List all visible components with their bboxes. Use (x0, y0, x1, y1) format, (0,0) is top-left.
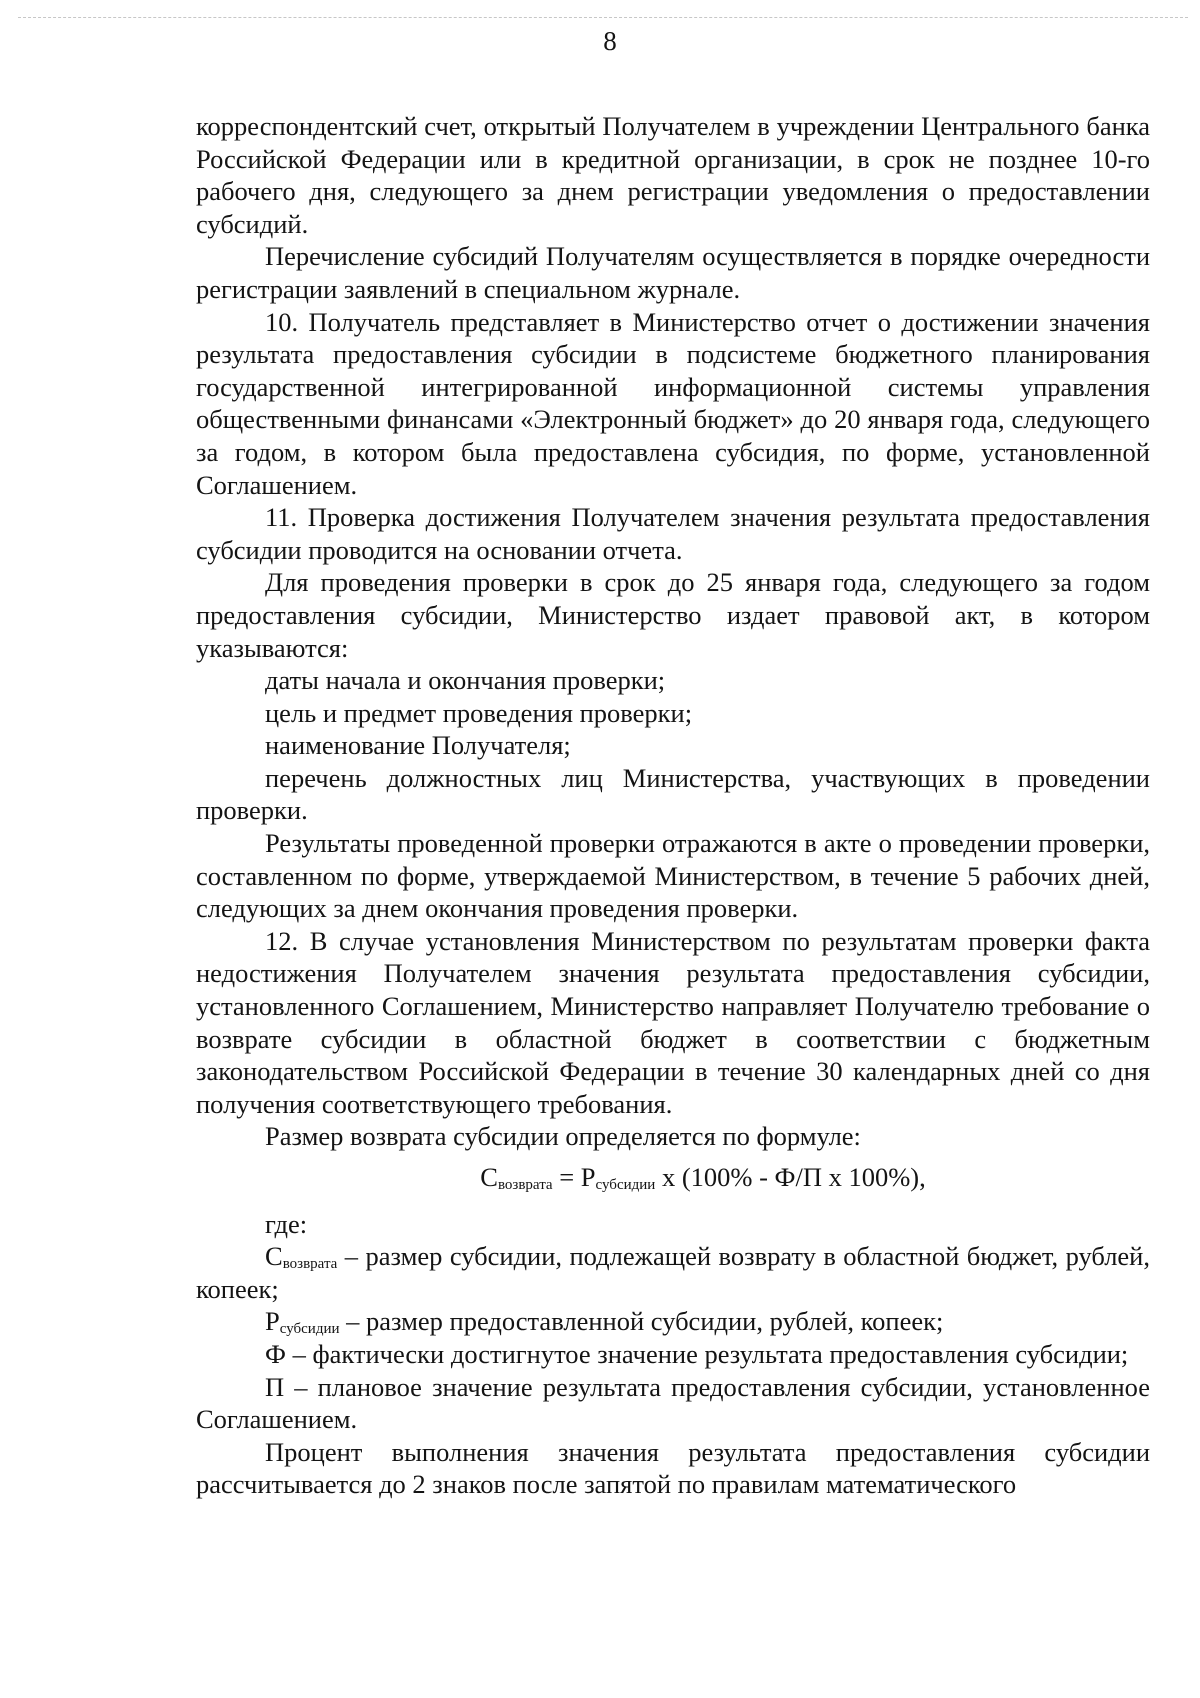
paragraph-formula-intro: Размер возврата субсидии определяется по формуле: (265, 1121, 861, 1152)
list-item: наименование Получателя; (265, 730, 571, 761)
definition-symbol: П (265, 1371, 285, 1402)
refund-formula (196, 1161, 1150, 1194)
definition-p (196, 1371, 1150, 1436)
definition-r (196, 1305, 1150, 1338)
clause-12: 12. В случае установления Министерством по результатам проверки факта недостижения Получателем значения результата предоставления субсидии, установленного Соглашением, Министерство направляет Получателю требование о возврате субсидии в областной бюджет в соответствии с бюджетным законодательством Российской Федерации в течение 30 календарных дней со дня получения соответствующего требования. (196, 925, 1150, 1119)
where-label: где: (265, 1208, 308, 1239)
definition-text: – размер предоставленной субсидии, рублей, копеек; (339, 1306, 944, 1337)
list-item: перечень должностных лиц Министерства, участвующих в проведении проверки. (196, 762, 1150, 826)
definition-text: – размер субсидии, подлежащей возврату в областной бюджет, рублей, копеек; (196, 1241, 1150, 1304)
definition-symbol: Р (265, 1306, 280, 1337)
document-body (196, 110, 1150, 1501)
formula-r-symbol: Р (580, 1162, 596, 1192)
definition-symbol: С (265, 1241, 283, 1272)
definition-f (196, 1338, 1150, 1371)
paragraph-percent-calculation: Процент выполнения значения результата предоставления субсидии рассчитывается до 2 знаков после запятой по правилам математического (196, 1436, 1150, 1500)
definition-symbol: Ф (265, 1338, 286, 1369)
clause-10: 10. Получатель представляет в Министерство отчет о достижении значения результата предоставления субсидии в подсистеме бюджетного планирования государственной интегрированной информационной системы управления общественными финансами «Электронный бюджет» до 20 января года, следующего за годом, в котором была предоставлена субсидия, по форме, установленной Соглашением. (196, 306, 1150, 500)
page-number: 8 (603, 26, 617, 56)
paragraph-account: корреспондентский счет, открытый Получателем в учреждении Центрального банка Российской Федерации или в кредитной организации, в срок не позднее 10-го рабочего дня, следующего за днем регистрации уведомления о предоставлении субсидий. (196, 111, 1150, 239)
definition-subscript: субсидии (279, 1321, 340, 1338)
definition-c (196, 1240, 1150, 1305)
paragraph-transfer-order: Перечисление субсидий Получателям осуществляется в порядке очередности регистрации заявлений в специальном журнале. (196, 241, 1150, 304)
formula-equals: = (552, 1162, 581, 1192)
formula-r-subscript: субсидии (595, 1177, 656, 1193)
formula-c-subscript: возврата (497, 1177, 553, 1193)
paragraph-inspection-act: Для проведения проверки в срок до 25 января года, следующего за годом предоставления субсидии, Министерство издает правовой акт, в котором указываются: (196, 567, 1150, 663)
list-item: цель и предмет проведения проверки; (265, 697, 693, 728)
scan-artifact-line (18, 17, 1188, 18)
definition-text: – плановое значение результата предоставления субсидии, установленное Соглашением. (196, 1371, 1150, 1435)
clause-11: 11. Проверка достижения Получателем значения результата предоставления субсидии проводится на основании отчета. (196, 502, 1150, 565)
paragraph-inspection-results: Результаты проведенной проверки отражаются в акте о проведении проверки, составленном по форме, утверждаемой Министерством, в течение 5 рабочих дней, следующих за днем окончания проведения проверки. (196, 828, 1150, 924)
list-item: даты начала и окончания проверки; (265, 665, 666, 696)
definition-text: – фактически достигнутое значение результата предоставления субсидии; (285, 1338, 1129, 1369)
formula-c-symbol: С (480, 1162, 498, 1192)
formula-expression: х (100% - Ф/П х 100%), (655, 1162, 926, 1192)
definition-subscript: возврата (282, 1256, 338, 1273)
